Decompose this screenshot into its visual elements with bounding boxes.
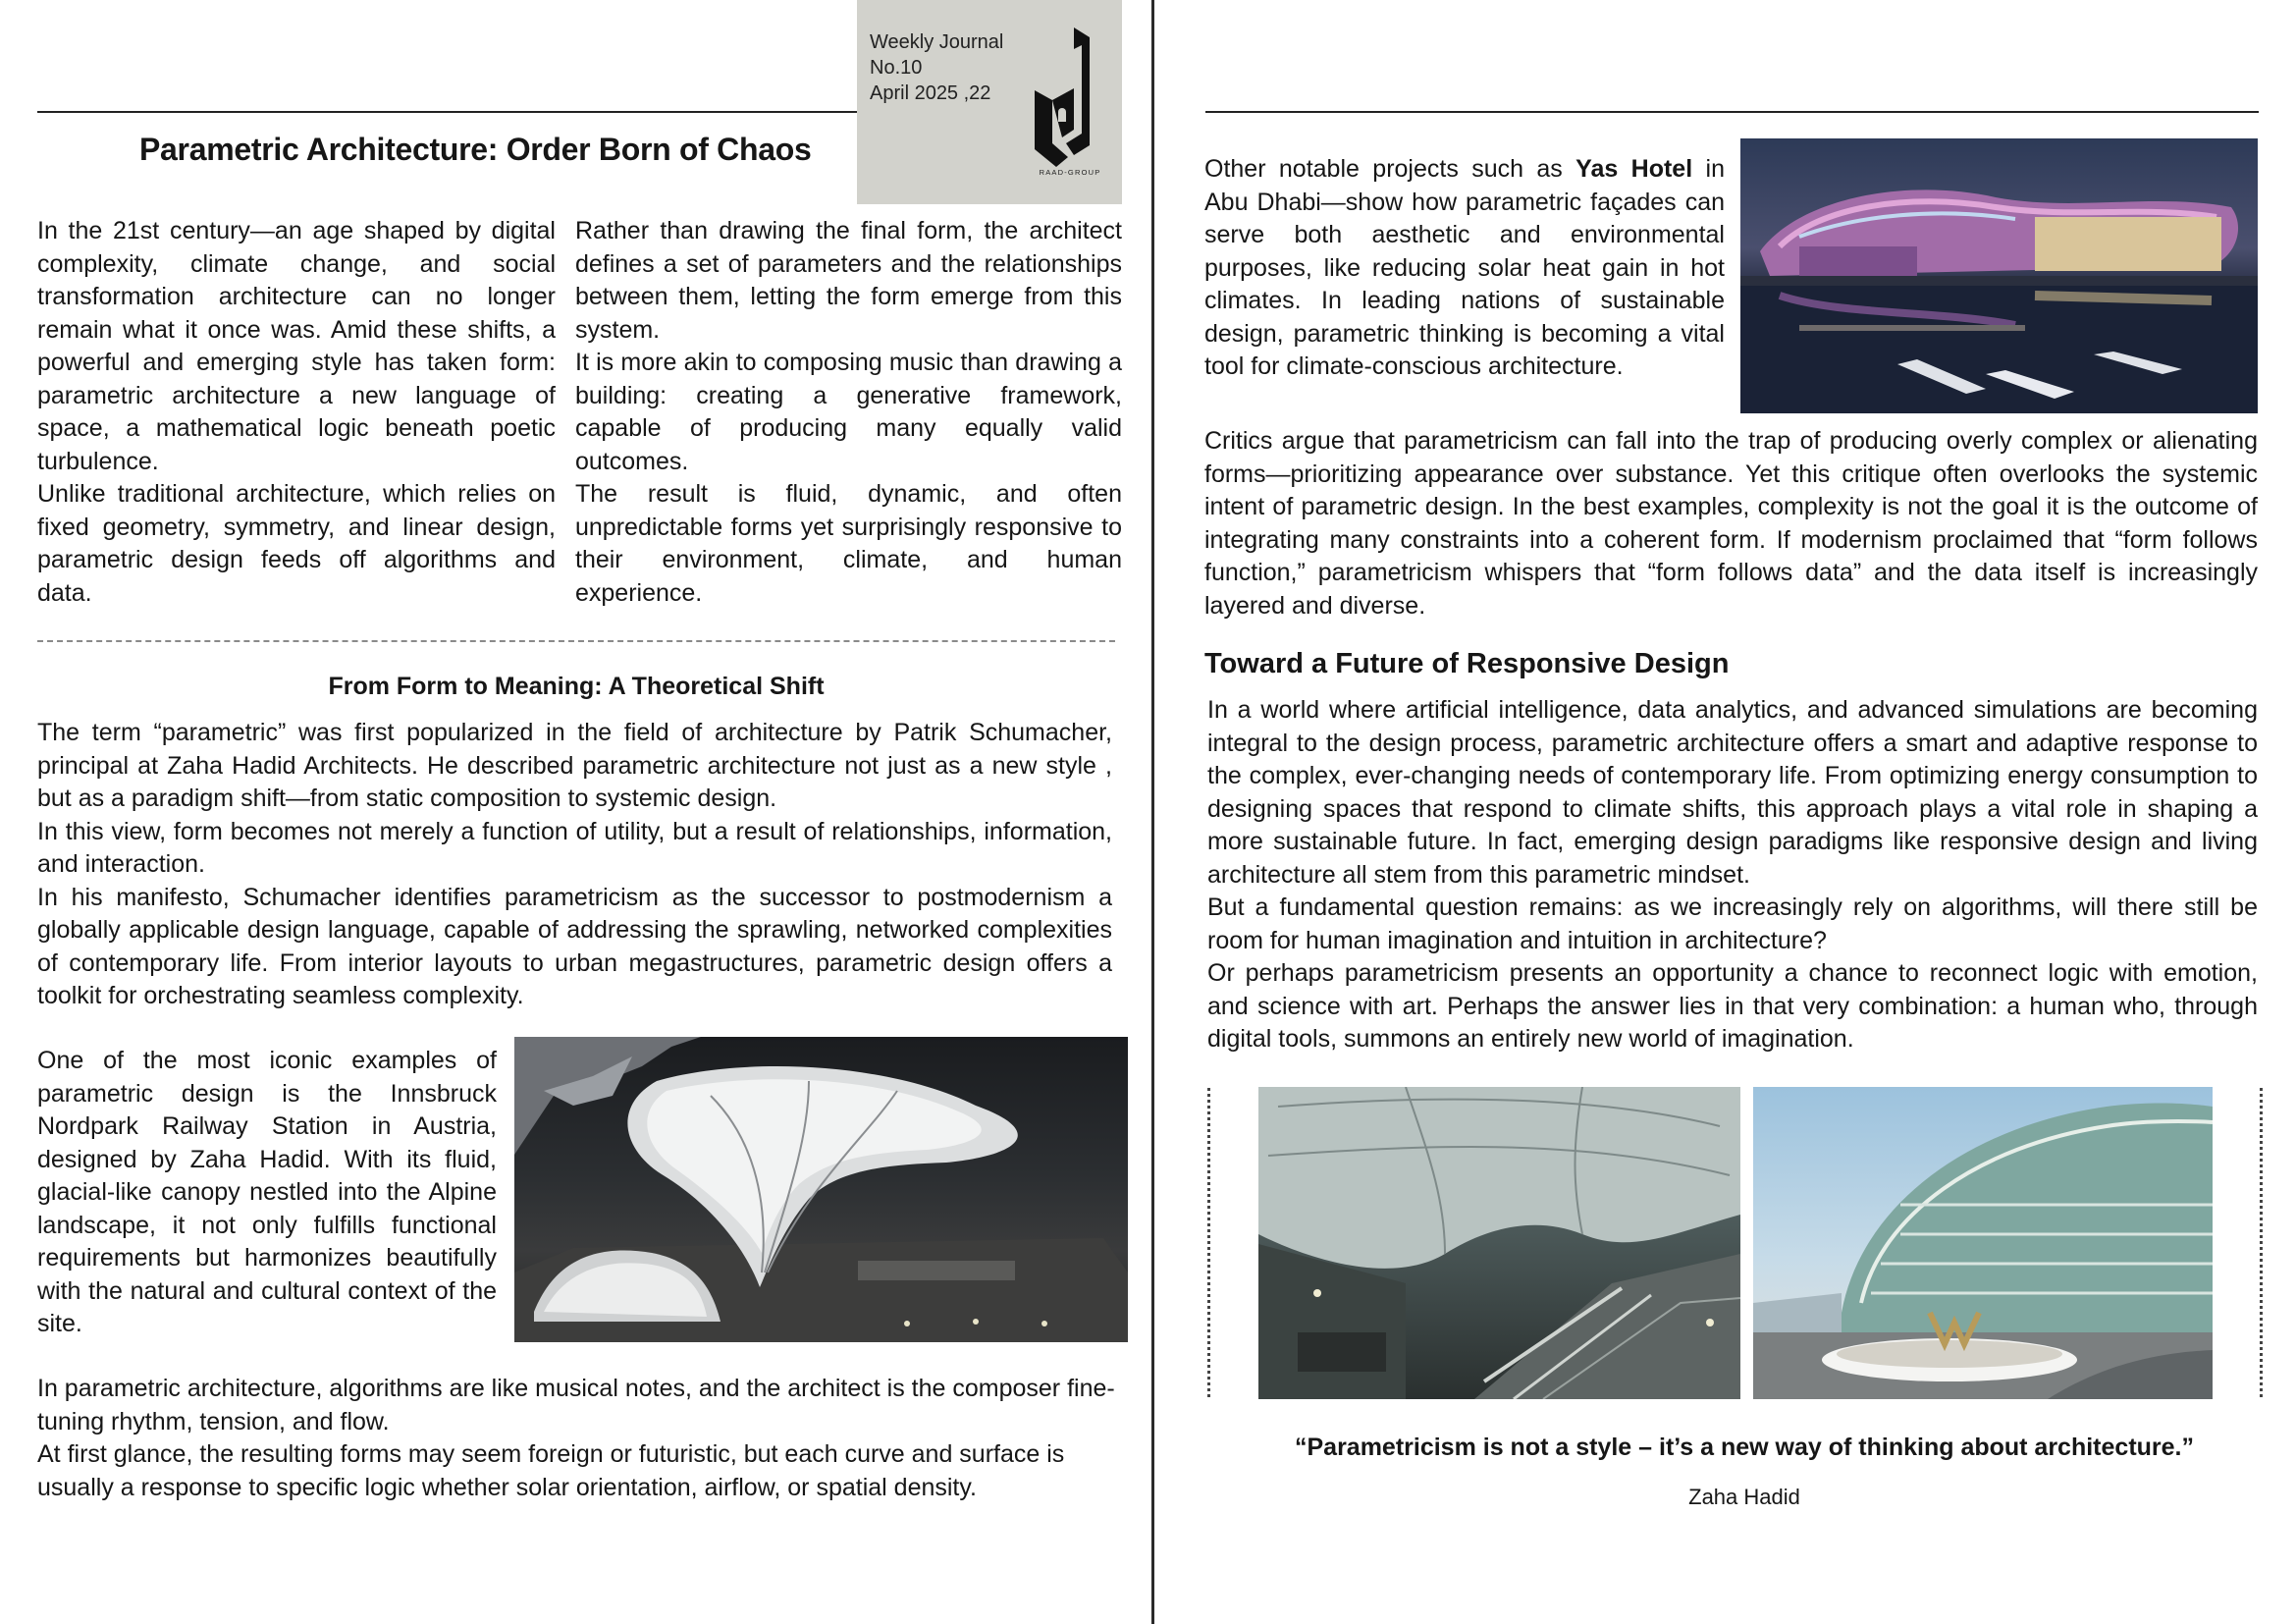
theory-paragraph: The term “parametric” was first popularized in the field of architecture by Patrik Schumacher, principal at Zaha Hadid Architects. He described parametric architecture not just as a new style , but as a paradigm shift—from static composition to systemic design.: [37, 719, 1112, 812]
innsbruck-paragraph: One of the most iconic examples of parametric design is the Innsbruck Nordpark Railway Station in Austria, designed by Zaha Hadid. With its fluid, glacial-like canopy nestled into the Alpine landscape, it not only fulfills functional requirements but harmonizes beautifully with the natural and cultural context of the site.: [37, 1047, 497, 1337]
yas-hotel-text: [1204, 153, 1725, 384]
page-divider: [1151, 0, 1154, 1624]
innsbruck-station-photo: [514, 1037, 1128, 1342]
critics-paragraph: Critics argue that parametricism can fall into the trap of producing overly complex or alienating forms—prioritizing appearance over substance. Yet this critique often overlooks the systemic intent of parametric design. In the best examples, complexity is not the goal it is the outcome of integrating many constraints into a coherent form. If modernism proclaimed that “form follows function,” parametricism whispers that “form follows data” and the data itself is increasingly layered and diverse.: [1204, 427, 2258, 620]
masthead-text: [870, 29, 1003, 106]
masthead-journal: Weekly Journal: [870, 31, 1004, 53]
closing-text: [37, 1373, 1117, 1504]
intro-paragraph: Rather than drawing the final form, the architect defines a set of parameters and the relationships between them, letting the form emerge from this system.: [575, 217, 1122, 344]
future-text: [1207, 694, 2258, 1056]
yas-hotel-night-photo: [1740, 138, 2258, 413]
future-paragraph: Or perhaps parametricism presents an opportunity a chance to reconnect logic with emotion, and science with art. Perhaps the answer lies in that very combination: a human who, through digital tools, summons an entirely new world of imagination.: [1207, 959, 2258, 1053]
theory-paragraph: In his manifesto, Schumacher identifies parametricism as the successor to postmodernism a globally applicable design language, capable of addressing the sprawling, networked complexities of contemporary life. From interior layouts to urban megastructures, parametric design offers a toolkit for orchestrating seamless complexity.: [37, 883, 1112, 1009]
closing-paragraph: At first glance, the resulting forms may seem foreign or futuristic, but each curve and surface is usually a response to specific logic whether solar orientation, airflow, or spatial density.: [37, 1440, 1065, 1501]
yas-text-before: Other notable projects such as: [1204, 155, 1576, 183]
page-title: Parametric Architecture: Order Born of Chaos: [139, 132, 812, 167]
closing-paragraph: In parametric architecture, algorithms are like musical notes, and the architect is the composer fine-tuning rhythm, tension, and flow.: [37, 1375, 1115, 1435]
critics-text: [1204, 425, 2258, 623]
top-rule-right: [1205, 111, 2259, 113]
masthead-date: April 2025 ,22: [870, 82, 991, 104]
quote-author: Zaha Hadid: [1688, 1485, 1800, 1509]
future-heading: Toward a Future of Responsive Design: [1204, 648, 1730, 679]
yas-hotel-paragraph: [1204, 153, 1725, 384]
photo-frame-left-dots: [1207, 1088, 1210, 1397]
pull-quote: “Parametricism is not a style – it’s a new way of thinking about architecture.”: [1294, 1434, 2194, 1461]
intro-column-2: [575, 215, 1122, 610]
masthead-issue: No.10: [870, 57, 923, 79]
yas-hotel-name: Yas Hotel: [1575, 155, 1693, 183]
section-divider: [37, 640, 1115, 642]
yas-text-after: in Abu Dhabi—show how parametric façades can serve both aesthetic and environmental purposes, like reducing solar heat gain in hot climates. In leading nations of sustainable design, parametric thinking is becoming a vital tool for climate-conscious architecture.: [1204, 155, 1725, 380]
yas-hotel-day-photo: [1753, 1087, 2213, 1399]
intro-paragraph: It is more akin to composing music than drawing a building: creating a generative framework, capable of producing many equally valid outcomes.: [575, 349, 1122, 475]
theory-text: [37, 717, 1112, 1013]
section-subheading: From Form to Meaning: A Theoretical Shift: [328, 673, 825, 700]
intro-column-1: [37, 215, 556, 610]
intro-paragraph: Unlike traditional architecture, which relies on fixed geometry, symmetry, and linear design, parametric design feeds off algorithms and data.: [37, 480, 556, 607]
raad-group-logo: [1029, 27, 1111, 177]
photo-frame-right-dots: [2260, 1088, 2263, 1397]
innsbruck-interior-photo: [1258, 1087, 1740, 1399]
innsbruck-text: [37, 1045, 497, 1341]
future-paragraph: In a world where artificial intelligence, data analytics, and advanced simulations are becoming integral to the design process, parametric architecture offers a smart and adaptive response to the complex, ever-changing needs of contemporary life. From optimizing energy consumption to designing spaces that respond to climate shifts, this approach plays a vital role in shaping a more sustainable future. In fact, emerging design paradigms like responsive design and living architecture all stem from this parametric mindset.: [1207, 696, 2258, 889]
intro-paragraph: In the 21st century—an age shaped by digital complexity, climate change, and social transformation architecture can no longer remain what it once was. Amid these shifts, a powerful and emerging style has taken form: parametric architecture a new language of space, a mathematical logic beneath poetic turbulence.: [37, 217, 556, 475]
intro-paragraph: The result is fluid, dynamic, and often unpredictable forms yet surprisingly responsive to their environment, climate, and human experience.: [575, 480, 1122, 607]
theory-paragraph: In this view, form becomes not merely a function of utility, but a result of relationships, information, and interaction.: [37, 817, 1112, 878]
logo-wordmark: RAAD-GROUP: [1039, 168, 1101, 177]
future-paragraph: But a fundamental question remains: as we increasingly rely on algorithms, will there still be room for human imagination and intuition in architecture?: [1207, 893, 2258, 954]
